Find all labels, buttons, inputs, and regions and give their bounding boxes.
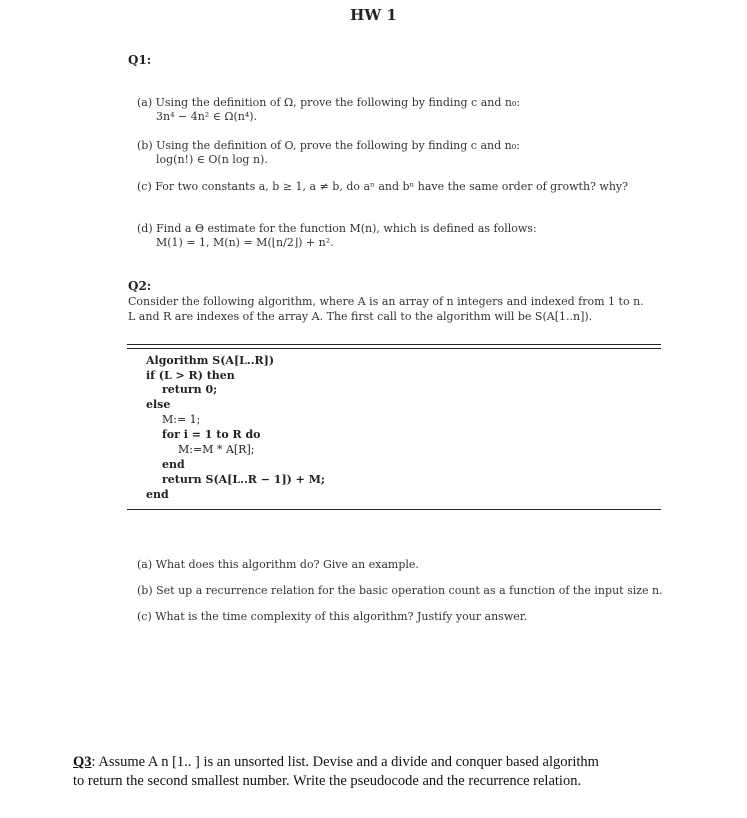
- algorithm-else: else: [146, 398, 171, 411]
- q3-line1: [73, 754, 599, 771]
- page-title: HW 1: [350, 6, 397, 24]
- algorithm-return-recursive: return S(A[L..R − 1]) + M;: [162, 473, 325, 486]
- q2-question-c: (c) What is the time complexity of this algorithm? Justify your answer.: [137, 610, 528, 623]
- algorithm-m-init: M:= 1;: [162, 413, 201, 426]
- q2-intro-line1: Consider the following algorithm, where A is an array of n integers and indexed from 1 to n.: [128, 295, 644, 308]
- q2-intro-line2: L and R are indexes of the array A. The first call to the algorithm will be S(A[1..n]).: [128, 310, 593, 323]
- q1-label: Q1:: [128, 53, 152, 67]
- q1-part-b-line2: log(n!) ∈ O(n log n).: [156, 153, 268, 166]
- algorithm-m-mult: M:=M * A[R];: [178, 443, 255, 456]
- algorithm-end-inner: end: [162, 458, 185, 471]
- q2-label: Q2:: [128, 279, 152, 293]
- q1-part-c-line1: (c) For two constants a, b ≥ 1, a ≠ b, do aⁿ and bⁿ have the same order of growth? why?: [137, 180, 629, 193]
- q1-part-b-line1: (b) Using the definition of O, prove the following by finding c and n₀:: [137, 139, 520, 152]
- algorithm-end-outer: end: [146, 488, 169, 501]
- algorithm-for: for i = 1 to R do: [162, 428, 261, 441]
- q1-part-a-line1: (a) Using the definition of Ω, prove the following by finding c and n₀:: [137, 96, 521, 109]
- algorithm-if: if (L > R) then: [146, 369, 235, 382]
- q2-question-a: (a) What does this algorithm do? Give an example.: [137, 558, 419, 571]
- algorithm-bottom-rule: [127, 509, 661, 510]
- q3-line2: to return the second smallest number. Write the pseudocode and the recurrence relation.: [73, 773, 582, 789]
- q1-part-d-line2: M(1) = 1, M(n) = M(⌊n/2⌋) + n².: [156, 236, 334, 249]
- q1-part-a-line2: 3n⁴ − 4n² ∈ Ω(n⁴).: [156, 110, 258, 123]
- q3-label: Q3: [73, 754, 92, 770]
- algorithm-top-rule-1: [127, 344, 661, 345]
- algorithm-return-zero: return 0;: [162, 383, 218, 396]
- q1-part-d-line1: (d) Find a Θ estimate for the function M(n), which is defined as follows:: [137, 222, 537, 235]
- q3-line1-text: : Assume A n [1.. ] is an unsorted list. Devise and a divide and conquer based algorithm: [91, 754, 599, 770]
- algorithm-top-rule-2: [127, 348, 661, 349]
- q2-question-b: (b) Set up a recurrence relation for the basic operation count as a function of the input size n.: [137, 584, 663, 597]
- algorithm-header: Algorithm S(A[L..R]): [146, 354, 275, 367]
